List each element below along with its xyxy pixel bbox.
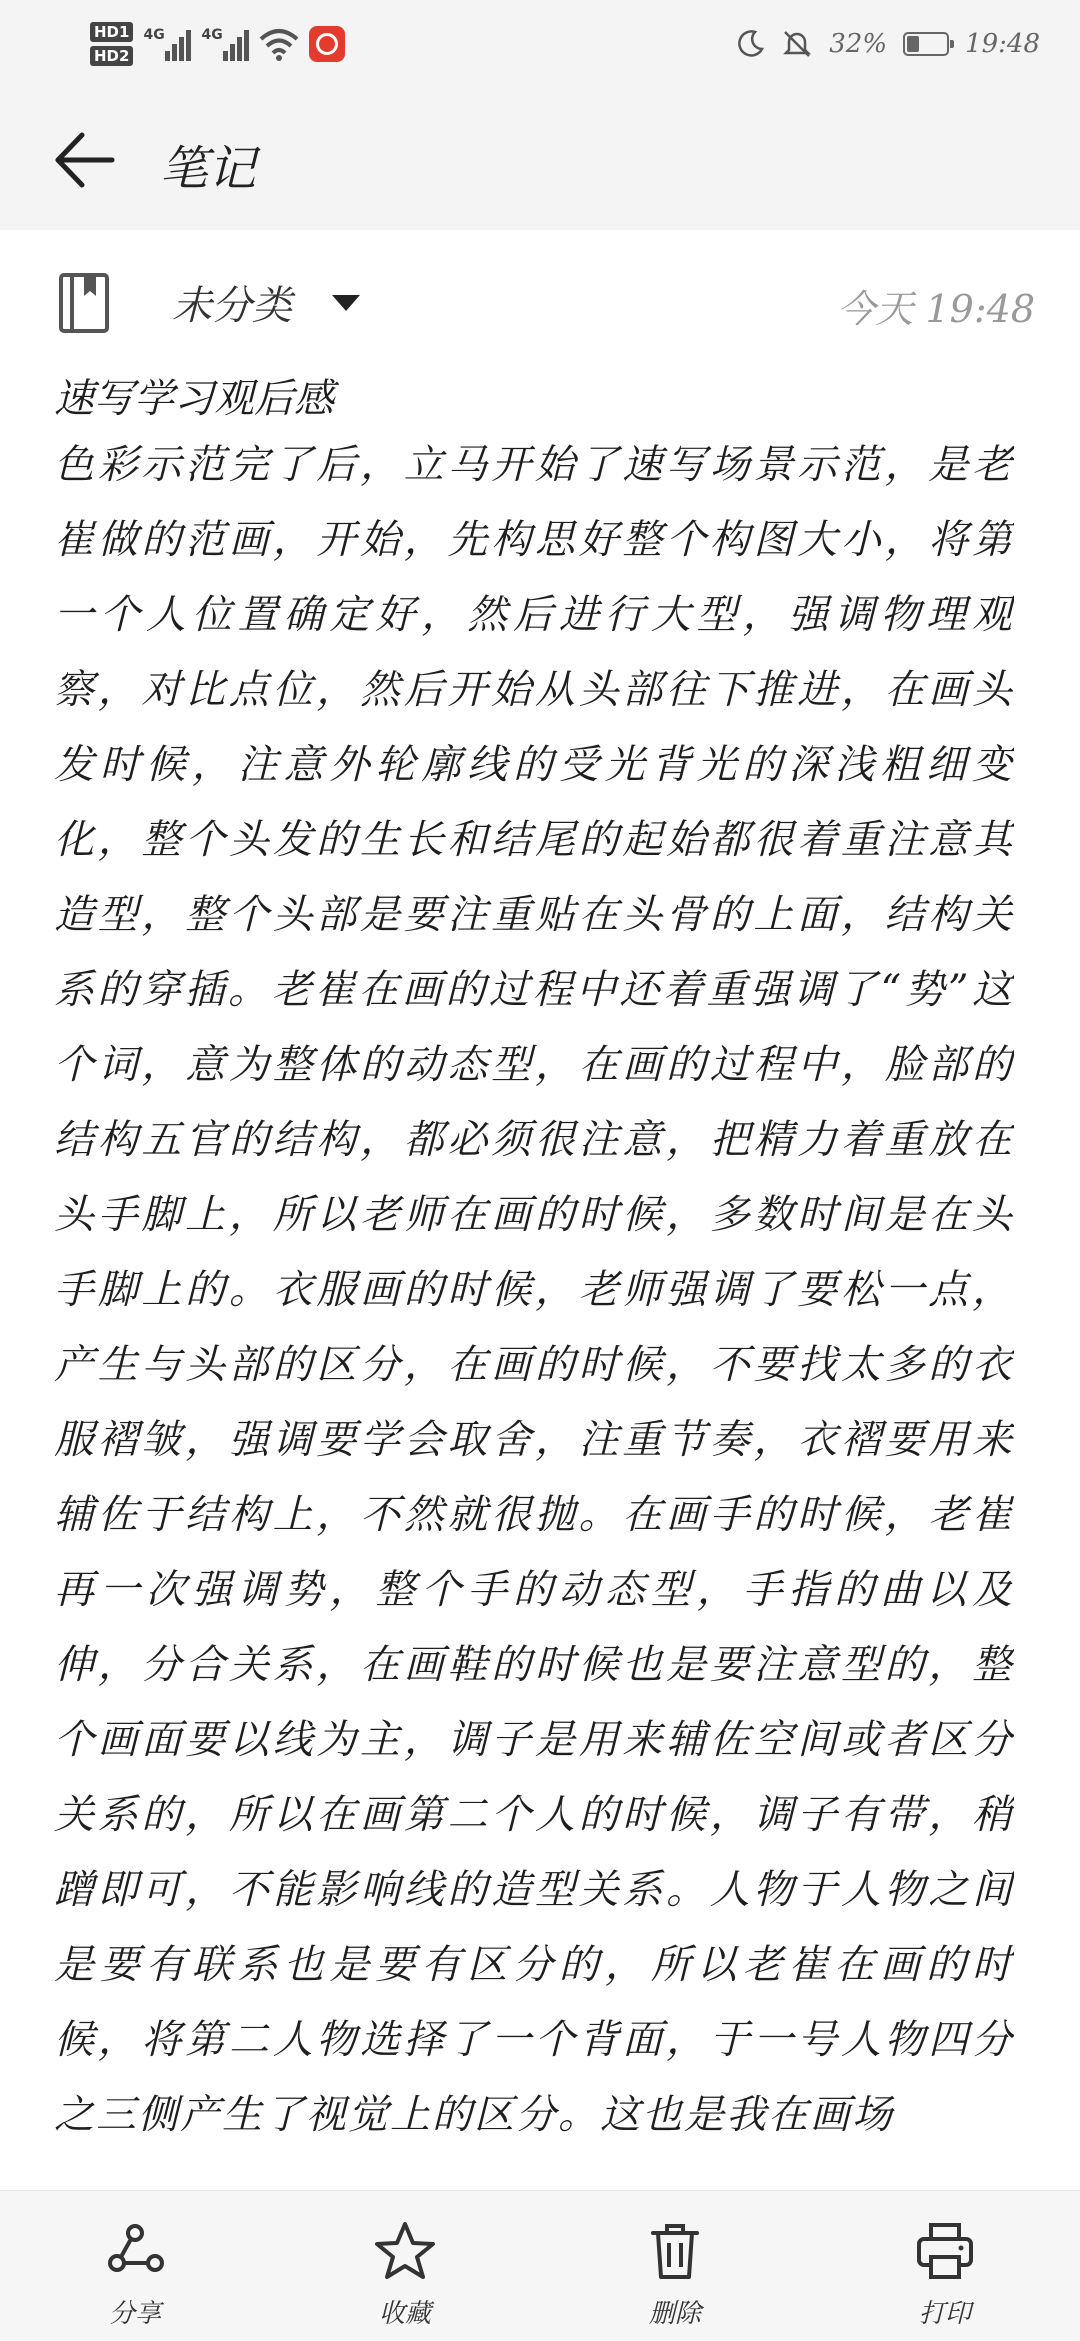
page-title: 笔记	[160, 141, 257, 197]
network-type-1: 4G	[143, 27, 165, 43]
note-content[interactable]	[54, 370, 1014, 2190]
note-body[interactable]: 色彩示范完了后，立马开始了速写场景示范，是老崔做的范画，开始，先构思好整个构图大小，将第一个人位置确定好，然后进行大型，强调物理观察，对比点位，然后开始从头部往下推进，在画头发时候，注意外轮廓线的受光背光的深浅粗细变化，整个头发的生长和结尾的起始都很着重注意其造型，整个头部是要注重贴在头骨的上面，结构关系的穿插。老崔在画的过程中还着重强调了“势”这个词，意为整体的动态型，在画的过程中，脸部的结构五官的结构，都必须很注意，把精力着重放在头手脚上，所以老师在画的时候，多数时间是在头手脚上的。衣服画的时候，老师强调了要松一点，产生与头部的区分，在画的时候，不要找太多的衣服褶皱，强调要学会取舍，注重节奏，衣褶要用来辅佐于结构上，不然就很抛。在画手的时候，老崔再一次强调势，整个手的动态型，手指的曲以及伸，分合关系，在画鞋的时候也是要注意型的，整个画面要以线为主，调子是用来辅佐空间或者区分关系的，所以在画第二个人的时候，调子有带，稍蹭即可，不能影响线的造型关系。人物于人物之间是要有联系也是要有区分的，所以老崔在画的时候，将第二人物选择了一个背面，于一号人物四分之三侧产生了视觉上的区分。这也是我在画场	[54, 442, 1014, 2138]
title-bar	[0, 90, 1080, 230]
caret-down-icon	[332, 295, 360, 311]
battery-percent: 32%	[829, 29, 888, 59]
favorite-button[interactable]	[270, 2191, 540, 2341]
app-notification-icon	[309, 26, 345, 62]
printer-icon	[913, 2219, 977, 2283]
delete-button[interactable]	[540, 2191, 810, 2341]
print-label: 打印	[918, 2299, 971, 2329]
signal-icon-2	[201, 27, 249, 61]
signal-icon	[143, 27, 191, 61]
note-meta	[0, 230, 1080, 370]
share-label: 分享	[108, 2299, 161, 2329]
trash-icon	[643, 2219, 707, 2283]
hd-icon	[90, 22, 133, 66]
status-right	[735, 22, 1040, 66]
wifi-icon	[259, 27, 299, 61]
status-bar	[0, 0, 1080, 90]
category-label: 未分类	[172, 283, 292, 329]
note-title[interactable]: 速写学习观后感	[54, 376, 334, 422]
moon-icon	[735, 29, 765, 59]
notebook-icon	[58, 272, 110, 334]
delete-label: 删除	[648, 2299, 701, 2329]
star-icon	[373, 2219, 437, 2283]
print-button[interactable]	[810, 2191, 1080, 2341]
battery-icon	[903, 32, 949, 56]
hd1-badge: HD1	[90, 22, 133, 42]
mute-bell-icon	[781, 28, 813, 60]
favorite-label: 收藏	[378, 2299, 431, 2329]
status-left	[90, 14, 345, 74]
hd2-badge: HD2	[90, 46, 133, 66]
network-type-2: 4G	[201, 27, 223, 43]
category-dropdown[interactable]	[172, 274, 360, 331]
share-button[interactable]	[0, 2191, 270, 2341]
share-icon	[103, 2219, 167, 2283]
status-time: 19:48	[965, 29, 1040, 59]
bottom-action-bar	[0, 2190, 1080, 2341]
note-date: 今天 19:48	[837, 287, 1035, 331]
back-arrow-icon[interactable]	[50, 125, 120, 195]
